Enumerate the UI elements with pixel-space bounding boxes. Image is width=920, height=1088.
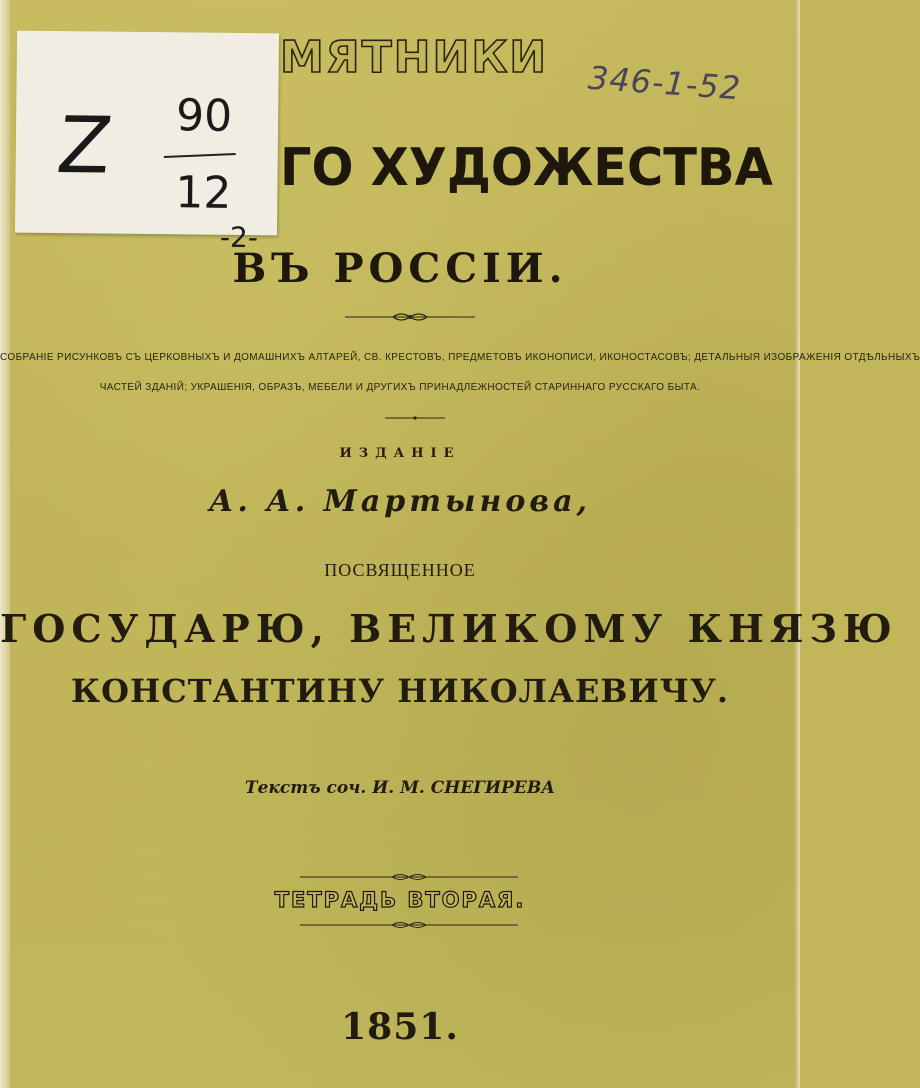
- page-edge-right: [794, 0, 800, 1088]
- ornament-divider-4: [300, 920, 518, 930]
- title-line-1: МЯТНИКИ: [280, 32, 549, 83]
- dedication-line-1: ПОСВЯЩЕННОЕ: [324, 560, 476, 580]
- title-line-3: ВЪ РОССІИ.: [232, 245, 568, 292]
- publication-year: 1851.: [341, 1006, 459, 1048]
- page-edge-left: [0, 0, 10, 1088]
- label-bottom-number: 12: [175, 167, 232, 219]
- dedication-line-3: КОНСТАНТИНУ НИКОЛАЕВИЧУ.: [71, 672, 729, 710]
- description-line-1: СОБРАНІЕ РИСУНКОВЪ СЪ ЦЕРКОВНЫХЪ И ДОМАШНИХЪ АЛТАРЕЙ, СВ. КРЕСТОВЪ, ПРЕДМЕТОВЪ ИКОНОПИСИ, ИКОНОСТАСОВЪ; ДЕТАЛЬНЫЯ ИЗОБРАЖЕНІЯ ОТДѢЛЬНЫХЪ: [0, 352, 920, 363]
- library-label: [15, 31, 279, 255]
- label-sub-number: -2-: [219, 220, 259, 255]
- ornament-divider-2: [385, 414, 445, 422]
- author-credit: Текстъ соч. И. М. СНЕГИРЕВА: [244, 778, 556, 798]
- label-top-number: 90: [175, 90, 233, 142]
- label-fraction-bar: [164, 153, 236, 158]
- issue-label: ТЕТРАДЬ ВТОРАЯ.: [274, 888, 526, 912]
- shelfmark: 346-1-52: [586, 58, 743, 108]
- label-letter: Z: [52, 101, 117, 192]
- dedication-line-2: ГОСУДАРЮ, ВЕЛИКОМУ КНЯЗЮ: [0, 606, 898, 651]
- title-line-2: ГО ХУДОЖЕСТВА: [280, 138, 773, 198]
- ornament-divider-1: [345, 310, 475, 324]
- publisher-label: ИЗДАНІЕ: [339, 446, 461, 461]
- ornament-divider-3: [300, 872, 518, 882]
- description-line-2: ЧАСТЕЙ ЗДАНІЙ; УКРАШЕНІЯ, ОБРАЗЪ, МЕБЕЛИ И ДРУГИХЪ ПРИНАДЛЕЖНОСТЕЙ СТАРИННАГО РУССКАГО БЫТА.: [99, 382, 701, 393]
- publisher-name: А. А. Мартынова,: [208, 484, 591, 519]
